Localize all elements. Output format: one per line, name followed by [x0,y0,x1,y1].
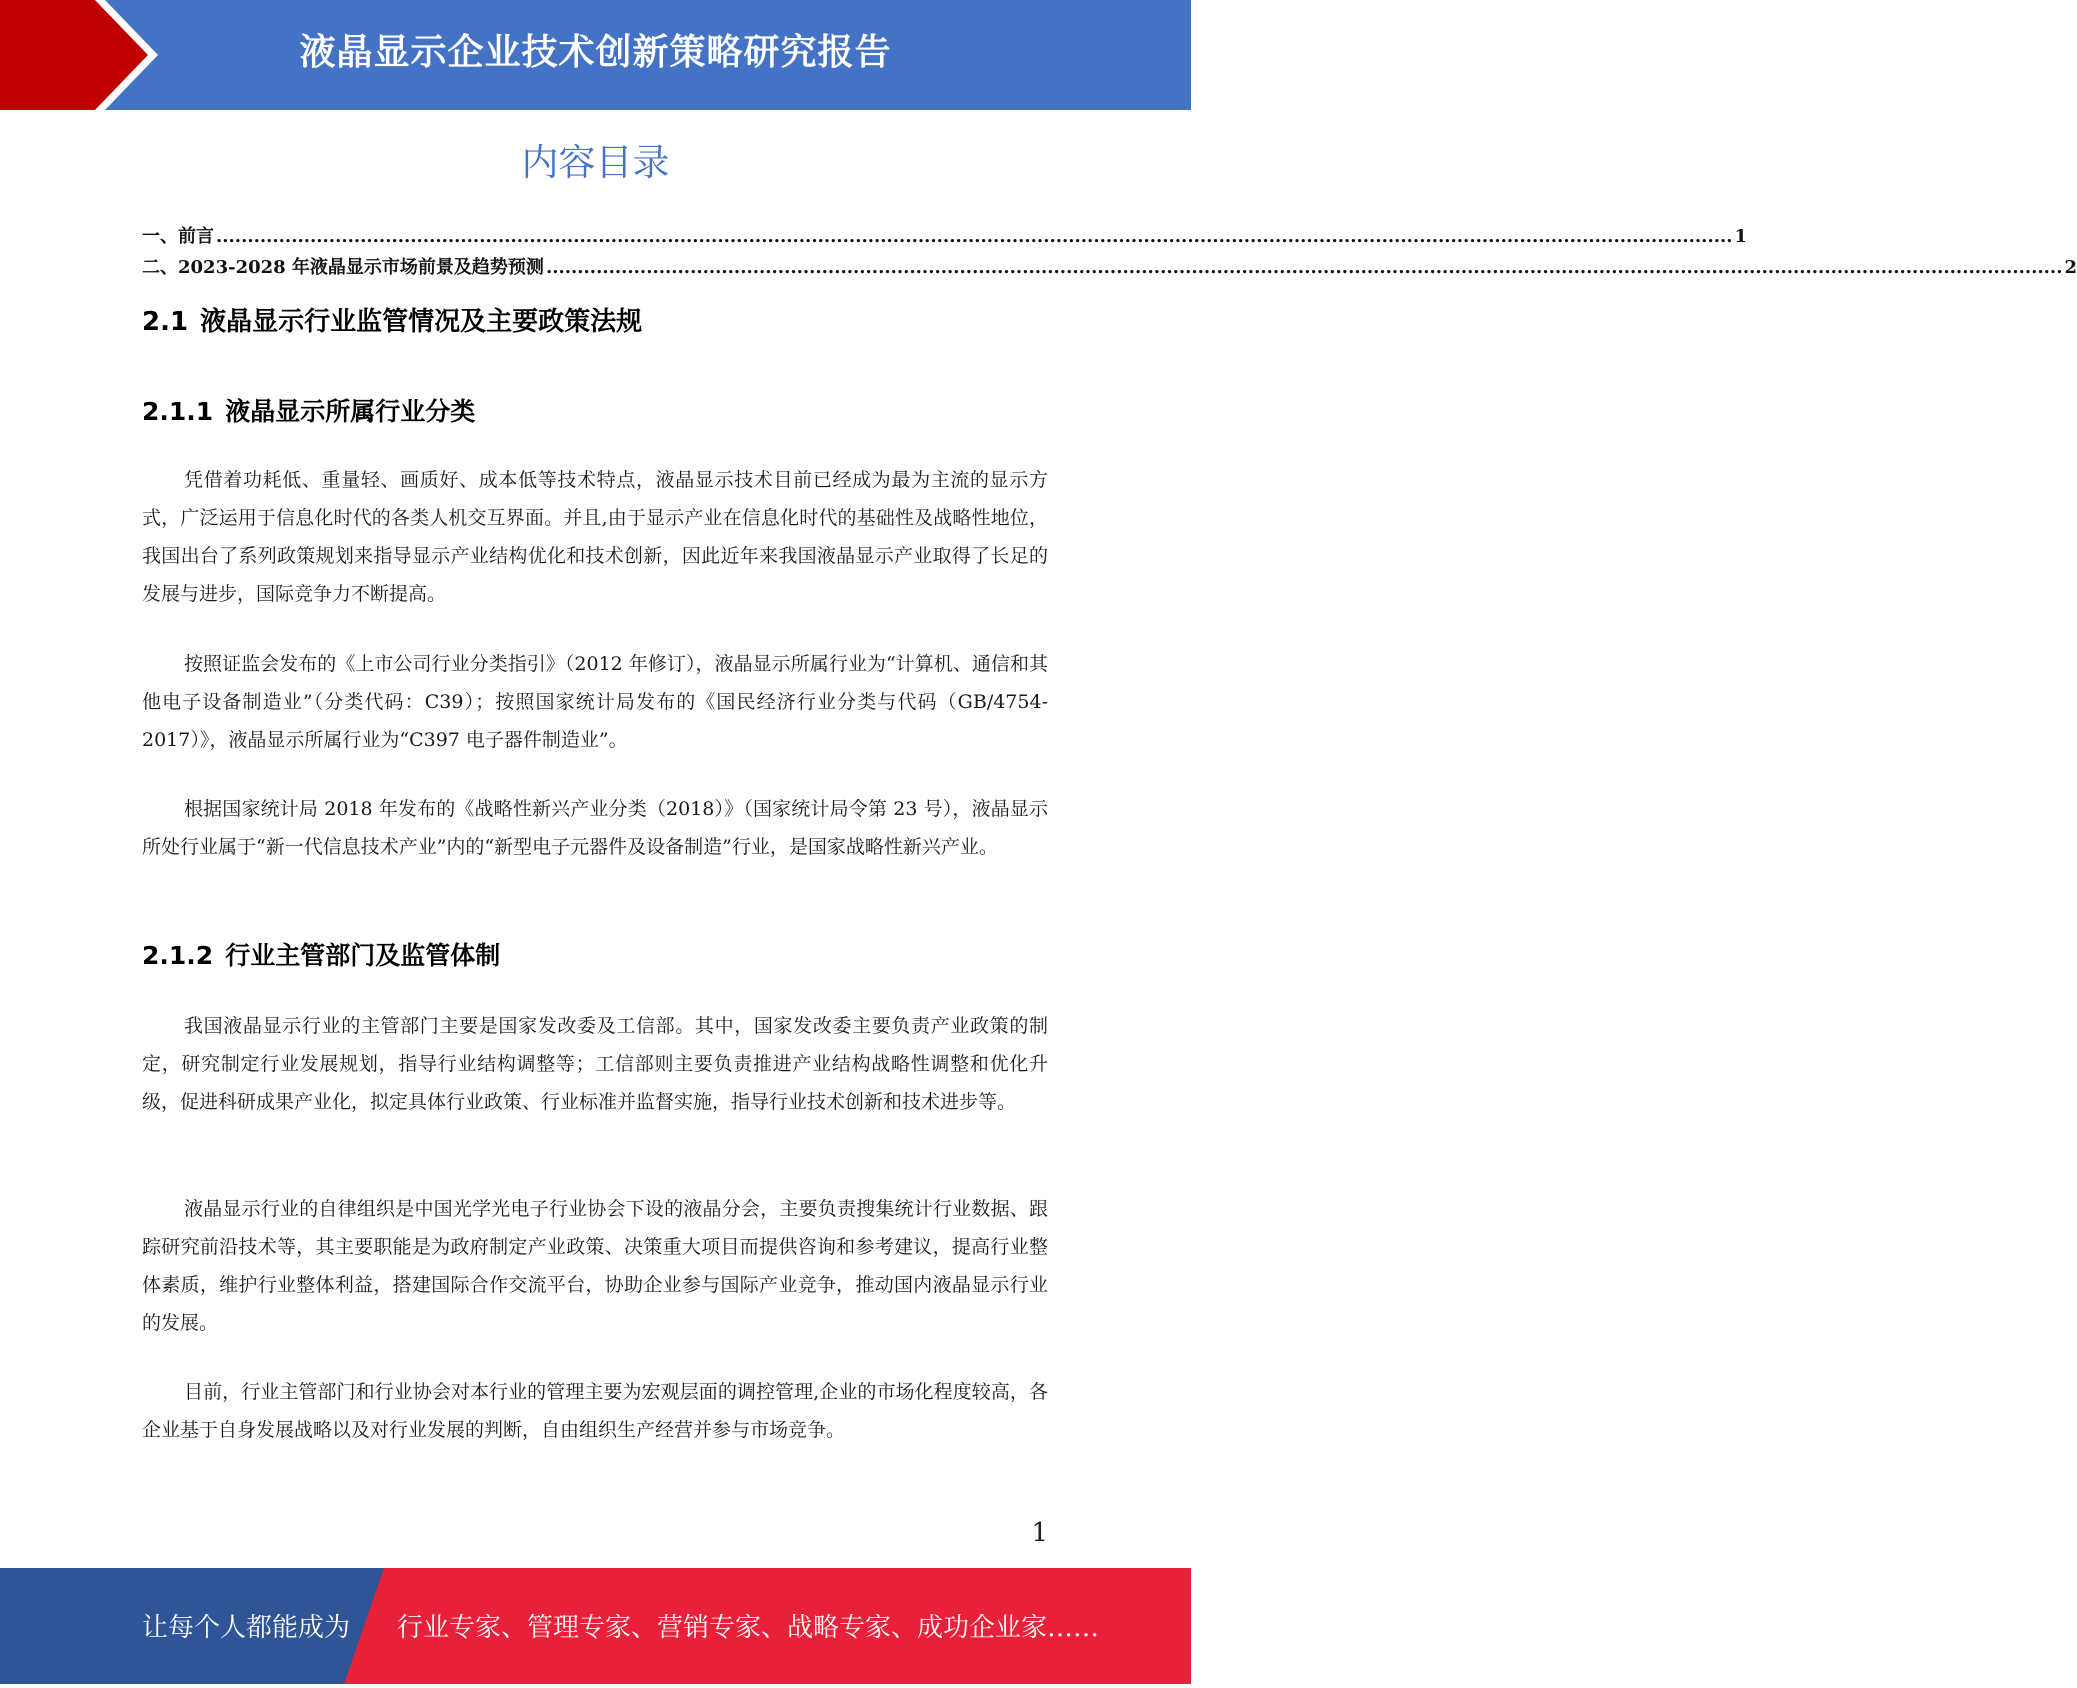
section-number: 2.1.2 [142,941,214,970]
toc-entry-page: 2 [2064,257,2077,278]
toc-entry-label: 二、2023-2028 年液晶显示市场前景及趋势预测 [142,257,544,278]
toc-entry[interactable] [142,222,1748,253]
section-heading-2-1-1 [142,392,475,428]
toc-entry-label: 一、前言 [142,226,214,247]
section-heading-2-1-2 [142,936,500,972]
section-title: 液晶显示行业监管情况及主要政策法规 [200,307,643,337]
section-number: 2.1.1 [142,397,214,426]
page-header [0,0,1191,110]
body-paragraph: 目前，行业主管部门和行业协会对本行业的管理主要为宏观层面的调控管理,企业的市场化程度较高，各企业基于自身发展战略以及对行业发展的判断，自由组织生产经营并参与市场竞争。 [142,1381,1048,1441]
toc-leader-dots: .................................................................................................................................................................................................................................................. [545,257,2063,278]
section-title: 液晶显示所属行业分类 [225,397,476,426]
section-title: 行业主管部门及监管体制 [225,941,501,970]
body-paragraph: 根据国家统计局 2018 年发布的《战略性新兴产业分类（2018）》（国家统计局令第 23 号），液晶显示所处行业属于“新一代信息技术产业”内的“新型电子元器件及设备制造”行业，是国家战略性新兴产业。 [142,798,1048,858]
page-number: 1 [1031,1518,1048,1548]
table-of-contents [142,222,2077,284]
toc-heading: 内容目录 [521,141,670,184]
toc-leader-dots: .................................................................................................................................................................................................................................................. [216,226,1733,247]
body-paragraph: 我国液晶显示行业的主管部门主要是国家发改委及工信部。其中，国家发改委主要负责产业政策的制定，研究制定行业发展规划，指导行业结构调整等；工信部则主要负责推进产业结构战略性调整和优化升级，促进科研成果产业化，拟定具体行业政策、行业标准并监督实施，指导行业技术创新和技术进步等。 [142,1015,1048,1113]
footer-slogan-left: 让每个人都能成为 [142,1613,351,1643]
page-footer [0,1568,1191,1684]
body-paragraph: 凭借着功耗低、重量轻、画质好、成本低等技术特点，液晶显示技术目前已经成为最为主流的显示方式，广泛运用于信息化时代的各类人机交互界面。并且,由于显示产业在信息化时代的基础性及战略性地位，我国出台了系列政策规划来指导显示产业结构优化和技术创新，因此近年来我国液晶显示产业取得了长足的发展与进步，国际竞争力不断提高。 [142,469,1048,605]
section-heading-2-1 [142,301,642,338]
toc-entry[interactable] [142,253,2077,284]
section-number: 2.1 [142,307,189,337]
body-paragraph: 液晶显示行业的自律组织是中国光学光电子行业协会下设的液晶分会，主要负责搜集统计行业数据、跟踪研究前沿技术等，其主要职能是为政府制定产业政策、决策重大项目而提供咨询和参考建议，提高行业整体素质，维护行业整体利益，搭建国际合作交流平台，协助企业参与国际产业竞争，推动国内液晶显示行业的发展。 [142,1198,1048,1334]
footer-slogan-right: 行业专家、管理专家、营销专家、战略专家、成功企业家…… [397,1613,1100,1643]
body-paragraph: 按照证监会发布的《上市公司行业分类指引》（2012 年修订），液晶显示所属行业为“计算机、通信和其他电子设备制造业”（分类代码：C39）；按照国家统计局发布的《国民经济行业分类与代码（GB/4754-2017）》，液晶显示所属行业为“C397 电子器件制造业”。 [142,653,1048,751]
report-title: 液晶显示企业技术创新策略研究报告 [299,32,892,73]
toc-entry-page: 1 [1734,226,1748,247]
